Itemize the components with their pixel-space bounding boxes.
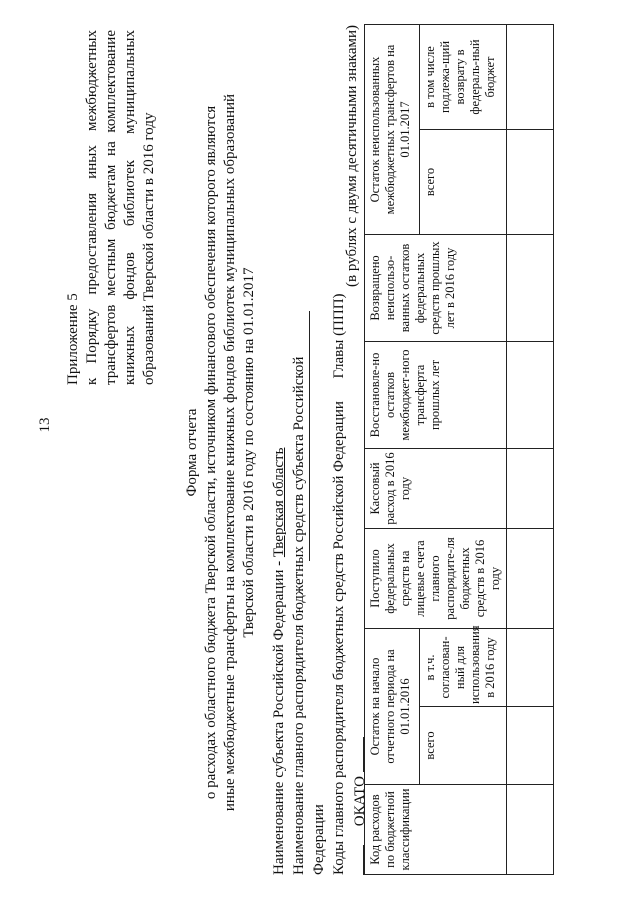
form-title-line-1: Форма отчета — [184, 408, 200, 497]
manager-fill-line — [309, 311, 310, 561]
header-opening-agreed: в т.ч. согласован-ный для использования в 2016 году — [420, 628, 507, 706]
units-note: (в рублях с двумя десятичными знаками) — [344, 25, 360, 287]
table-header-row-1 — [365, 24, 420, 874]
manager-line-cont — [310, 575, 329, 875]
appendix-title: Приложение 5 — [65, 293, 81, 385]
manager-line — [290, 300, 309, 875]
table-cell — [507, 628, 554, 706]
table-cell — [507, 341, 554, 448]
form-title-line-3: иные межбюджетные трансферты на комплектование книжных фондов библиотек муниципальных образований — [222, 93, 238, 812]
header-returned-balances: Возвращено неиспользо-ванных остатков федеральных средств прошлых лет в 2016 году — [365, 234, 507, 341]
table-cell — [507, 24, 554, 129]
header-opening-balance: Остаток на начало отчетного периода на 01.01.2016 — [365, 628, 420, 784]
appendix-text: к Порядку предоставления иных межбюджетных трансфертов местным бюджетам на комплектование книжных фондов библиотек муниципальных образований Тверской области в 2016 году — [84, 30, 157, 385]
table-cell — [507, 129, 554, 234]
header-cash-expense: Кассовый расход в 2016 году — [365, 448, 507, 528]
header-closing-balance: Остаток неиспользованных межбюджетных трансфертов на 01.01.2017 — [365, 24, 420, 234]
okato-blank — [349, 737, 364, 772]
subject-line — [270, 300, 289, 875]
form-title-line-2: о расходах областного бюджета Тверской области, источником финансового обеспечения которого являются — [203, 105, 219, 800]
header-closing-refund: в том числе подлежа-щий возврату в федераль-ный бюджет — [420, 24, 507, 129]
table-cell — [507, 234, 554, 341]
header-opening-total: всего — [420, 707, 507, 785]
table-row — [507, 24, 554, 874]
header-restored-balances: Восстановле-но остатков межбюджет-ного трансферта прошлых лет — [365, 341, 507, 448]
appendix-block — [64, 30, 159, 385]
header-received-funds: Поступило федеральных средств на лицевые счета главного распорядите-ля бюджетных средств в 2016 году — [365, 528, 507, 628]
table-cell — [507, 785, 554, 875]
table-cell — [507, 707, 554, 785]
header-closing-total: всего — [420, 129, 507, 234]
codes-label: Коды главного распорядителя бюджетных средств Российской Федерации — [331, 401, 347, 875]
table-cell — [507, 528, 554, 628]
report-table — [364, 24, 554, 875]
glavy-blank — [349, 845, 364, 875]
subject-value: Тверская область — [271, 447, 287, 558]
manager-label-cont: Федерации — [311, 804, 327, 875]
form-title — [183, 30, 259, 875]
subject-label: Наименование субъекта Российской Федерации - — [271, 560, 287, 875]
table-cell — [507, 448, 554, 528]
header-classification-code: Код расходов по бюджетной классификации — [365, 785, 507, 875]
form-title-line-4: Тверской области в 2016 году по состоянию на 01.01.2017 — [241, 267, 257, 638]
manager-label: Наименование главного распорядителя бюджетных средств субъекта Российской — [291, 356, 307, 875]
page-number: 13 — [37, 417, 53, 433]
glavy-label: Главы (ППП) — [331, 293, 347, 379]
okato-label: ОКАТО — [352, 776, 368, 827]
